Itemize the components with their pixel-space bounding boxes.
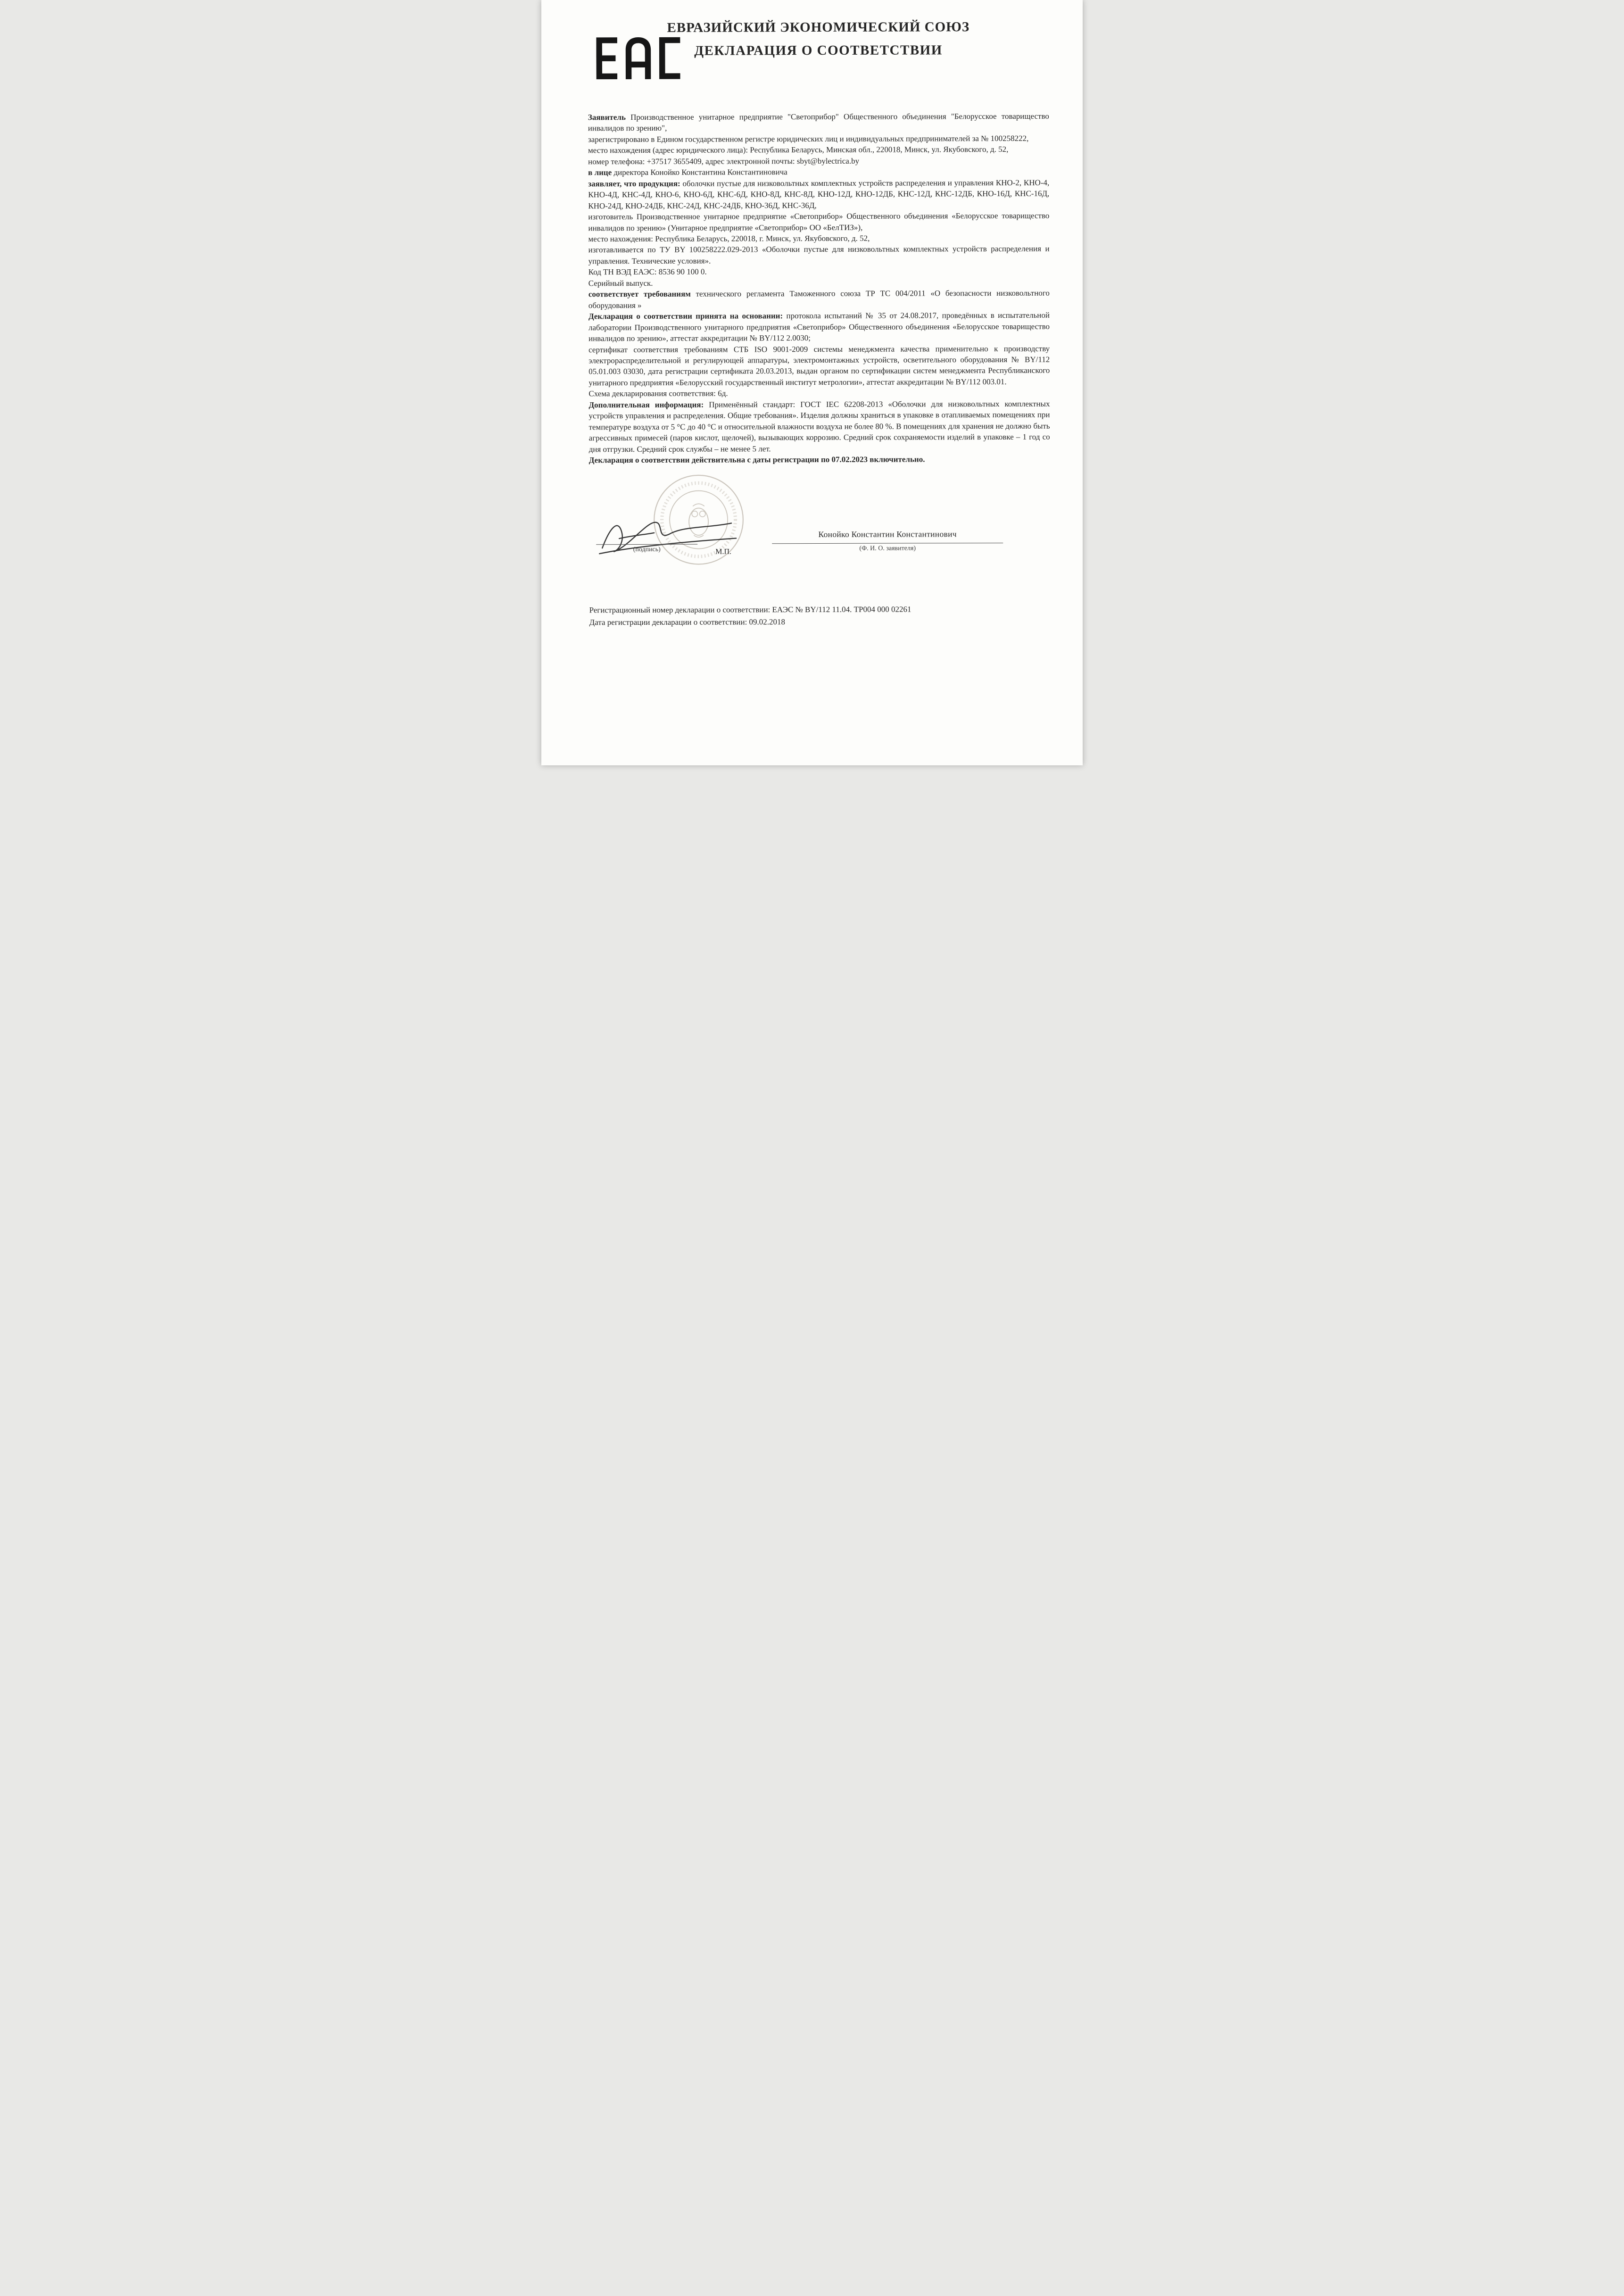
paragraph: изготовитель Производственное унитарное предприятие «Светоприбор» Общественного объединения «Белорусское товарищество инвалидов по зрению» (Унитарное предприятие «Светоприбор» ОО «БелТИЗ»),: [588, 211, 1050, 232]
signature-caption: (подпись): [633, 546, 661, 553]
paragraph: соответствует требованиям технического регламента Таможенного союза ТР ТС 004/2011 «О безопасности низковольтного оборудования »: [588, 288, 1050, 310]
paragraph: Заявитель Производственное унитарное предприятие "Светоприбор" Общественного объединения "Белорусское товарищество инвалидов по зрению",: [588, 111, 1049, 133]
paragraph-lead: Декларация о соответствии принята на основании:: [588, 311, 783, 321]
paragraph-lead: Заявитель: [588, 113, 626, 122]
paragraph: Серийный выпуск.: [588, 278, 653, 288]
signature-area: [589, 476, 1051, 588]
document-body: [588, 111, 1050, 466]
fio-caption: (Ф. И. О. заявителя): [859, 544, 916, 552]
paragraph-lead: заявляет, что продукция:: [588, 179, 680, 188]
paragraph: изготавливается по ТУ BY 100258222.029-2013 «Оболочки пустые для низковольтных комплектных устройств распределения и управления. Технические условия».: [588, 244, 1050, 266]
paragraph-lead: Декларация о соответствии действительна с даты регистрации по 07.02.2023 включительно.: [588, 455, 925, 465]
eac-logo: [596, 37, 680, 79]
paragraph: заявляет, что продукция: оболочки пустые для низковольтных комплектных устройств распределения и управления КНО-2, КНО-4, КНО-4Д, КНС-4Д, КНО-6, КНО-6Д, КНС-6Д, КНО-8Д, КНС-8Д, КНО-12Д, КНО-12ДБ, КНС-12Д, КНС-12ДБ, КНО-16Д, КНС-16Д, КНО-24Д, КНО-24ДБ, КНС-24Д, КНС-24ДБ, КНО-36Д, КНС-36Д,: [588, 178, 1050, 210]
paragraph: место нахождения (адрес юридического лица): Республика Беларусь, Минская обл., 220018, Минск, ул. Якубовского, д. 52,: [588, 145, 1009, 155]
applicant-name: Конойко Константин Константинович: [818, 529, 957, 539]
paragraph: номер телефона: +37517 3655409, адрес электронной почты: sbyt@bylectrica.by: [588, 156, 860, 166]
stamp-place-label: М.П.: [715, 547, 732, 556]
document-header: [588, 19, 1049, 91]
paragraph: Схема декларирования соответствия: 6д.: [588, 389, 728, 398]
document-footer: [589, 603, 1051, 629]
applicant-name-line: [772, 542, 1003, 543]
paragraph-lead: соответствует требованиям: [588, 289, 691, 299]
paragraph: [589, 454, 1050, 466]
paragraph: в лице директора Конойко Константина Константиновича: [588, 167, 787, 177]
doc-title: ДЕКЛАРАЦИЯ О СООТВЕТСТВИИ: [694, 42, 943, 58]
registration-number-line: Регистрационный номер декларации о соответствии: ЕАЭС № BY/112 11.04. ТР004 000 02261: [589, 604, 911, 614]
paragraph: сертификат соответствия требованиям СТБ ISO 9001-2009 системы менеджмента качества применительно к производству электрораспределительной и регулирующей аппаратуры, электромонтажных устройств, осветительного оборудования № BY/112 05.01.003 03030, дата регистрации сертификата 20.03.2013, выдан органом по сертификации систем менеджмента Республиканского унитарного предприятия «Белорусский государственный институт метрологии», аттестат аккредитации № BY/112 003.01.: [588, 344, 1050, 388]
paragraph: зарегистрировано в Едином государственном регистре юридических лиц и индивидуальных предпринимателей за № 100258222,: [588, 133, 1029, 144]
registration-date-line: Дата регистрации декларации о соответствии: 09.02.2018: [589, 617, 786, 627]
signature-left-block: [596, 544, 697, 554]
paragraph: Код ТН ВЭД ЕАЭС: 8536 90 100 0.: [588, 267, 707, 277]
paragraph-lead: Дополнительная информация:: [588, 400, 704, 410]
paragraph-lead: в лице: [588, 168, 612, 177]
union-title: ЕВРАЗИЙСКИЙ ЭКОНОМИЧЕСКИЙ СОЮЗ: [667, 19, 970, 35]
paragraph: Дополнительная информация: Применённый стандарт: ГОСТ IEC 62208-2013 «Оболочки для низковольтных комплектных устройств управления и распределения. Общие требования». Изделия должны храниться в упаковке в отапливаемых помещениях при температуре воздуха от 5 °С до 40 °С и относительной влажности воздуха не более 80 %. В помещениях для хранения не должно быть агрессивных примесей (паров кислот, щелочей), вызывающих коррозию. Средний срок сохраняемости изделий в упаковке – 1 год со дня отгрузки. Средний срок службы – не менее 5 лет.: [588, 399, 1050, 454]
paragraph: место нахождения: Республика Беларусь, 220018, г. Минск, ул. Якубовского, д. 52,: [588, 233, 870, 244]
signature-right-block: [772, 529, 1003, 552]
signature-line: [596, 544, 697, 545]
eac-mark-icon: [596, 37, 680, 79]
document-page: [541, 0, 1083, 765]
paragraph: Декларация о соответствии принята на основании: протокола испытаний № 35 от 24.08.2017, проведённых в испытательной лаборатории Производственного унитарного предприятия «Светоприбор» Общественного объединения «Белорусское товарищество инвалидов по зрению», аттестат аккредитации № BY/112 2.0030;: [588, 310, 1050, 343]
